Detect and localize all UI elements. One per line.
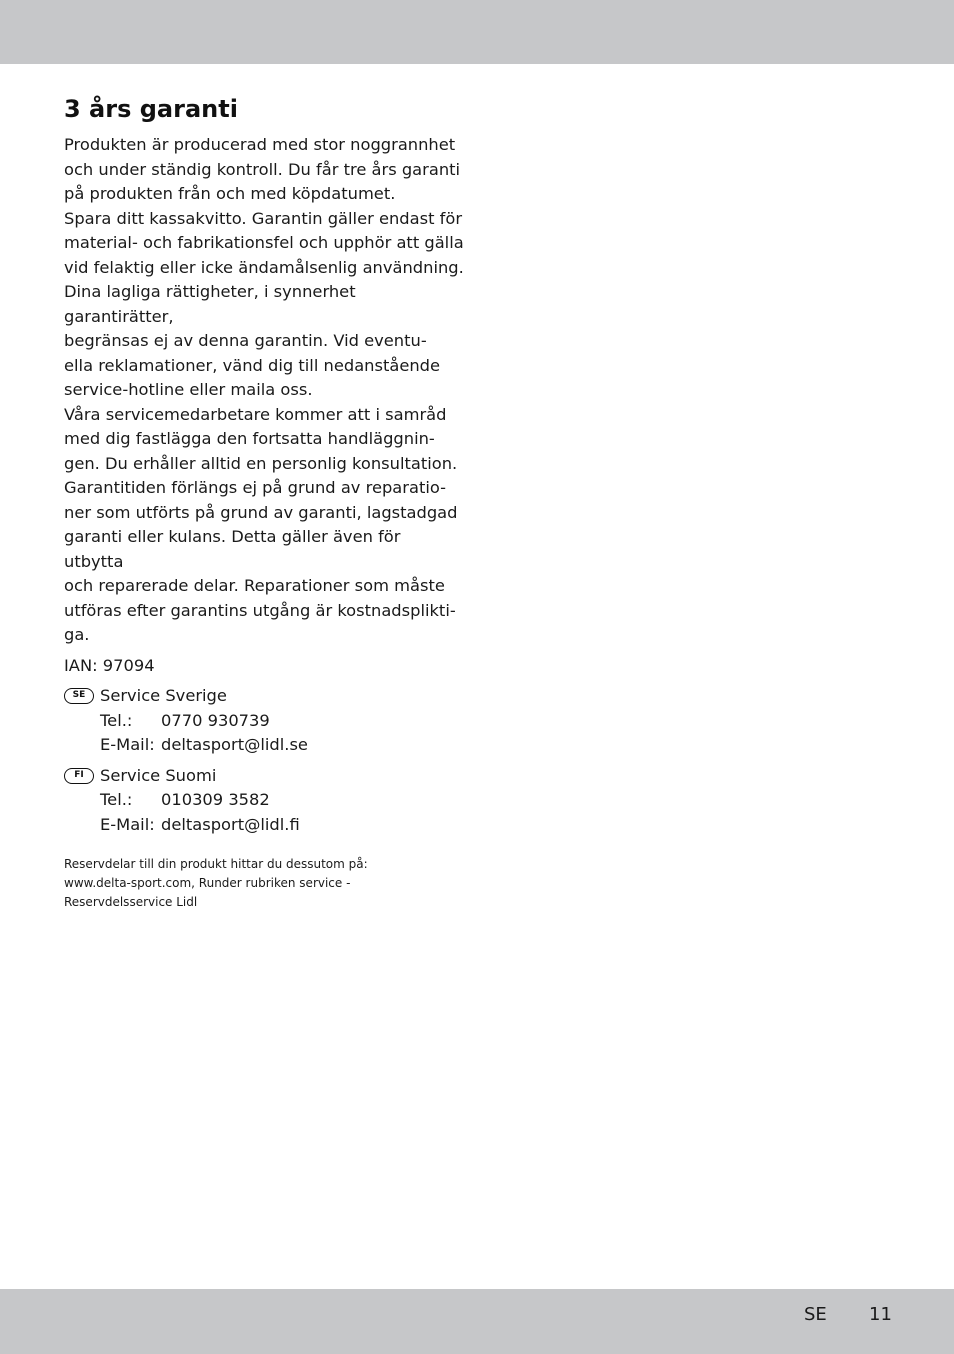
tel-number: 0770 930739 [161, 710, 270, 730]
text-line: ga. [64, 625, 90, 644]
text-line: och reparerade delar. Reparationer som måste [64, 576, 445, 595]
warranty-text [64, 133, 464, 648]
text-line: Garantitiden förlängs ej på grund av reparatio- [64, 478, 446, 497]
page-title: 3 års garanti [64, 95, 238, 123]
text-line: med dig fastlägga den fortsatta handläggnin- [64, 429, 435, 448]
text-line: på produkten från och med köpdatumet. [64, 184, 396, 203]
text-line: begränsas ej av denna garantin. Vid eventu- [64, 331, 427, 350]
service-finland [64, 764, 464, 838]
service-title: Service Sverige [100, 686, 227, 705]
page-number: 11 [869, 1304, 892, 1325]
text-line: utföras efter garantins utgång är kostnadsplikti- [64, 600, 456, 620]
email-address: deltasport@lidl.se [161, 735, 308, 754]
footer-language: SE [804, 1304, 827, 1325]
country-badge-se: SE [64, 688, 94, 704]
note-line: Reservdelsservice Lidl [64, 895, 198, 909]
text-line: vid felaktig eller icke ändamålsenlig användning. [64, 257, 464, 277]
warranty-section [64, 93, 464, 912]
text-line: service-hotline eller maila oss. [64, 380, 313, 399]
country-badge-fi: FI [64, 768, 94, 784]
text-line: Dina lagliga rättigheter, i synnerhet garantirätter, [64, 282, 356, 326]
text-line: Våra servicemedarbetare kommer att i samråd [64, 404, 447, 424]
email-label: E-Mail: [100, 814, 155, 834]
text-line: material- och fabrikationsfel och upphör att gälla [64, 233, 464, 252]
spare-parts-note [64, 855, 464, 912]
service-sweden [64, 684, 464, 758]
ian-number: IAN: 97094 [64, 655, 155, 675]
tel-label: Tel.: [100, 710, 133, 730]
note-line: Reservdelar till din produkt hittar du dessutom på: [64, 857, 368, 871]
service-title: Service Suomi [100, 765, 217, 785]
text-line: gen. Du erhåller alltid en personlig konsultation. [64, 453, 458, 473]
note-line: www.delta-sport.com, Runder rubriken service - [64, 876, 351, 890]
text-line: ella reklamationer, vänd dig till nedanstående [64, 355, 441, 375]
text-line: Produkten är producerad med stor noggrannhet [64, 135, 456, 154]
email-label: E-Mail: [100, 735, 155, 754]
tel-number: 010309 3582 [161, 790, 270, 809]
text-line: Spara ditt kassakvitto. Garantin gäller endast för [64, 208, 463, 228]
text-line: garanti eller kulans. Detta gäller även för utbytta [64, 527, 401, 571]
text-line: ner som utförts på grund av garanti, lagstadgad [64, 502, 458, 522]
tel-label: Tel.: [100, 790, 133, 809]
email-address: deltasport@lidl.fi [161, 814, 300, 834]
text-line: och under ständig kontroll. Du får tre års garanti [64, 159, 461, 179]
header-band [0, 0, 954, 64]
